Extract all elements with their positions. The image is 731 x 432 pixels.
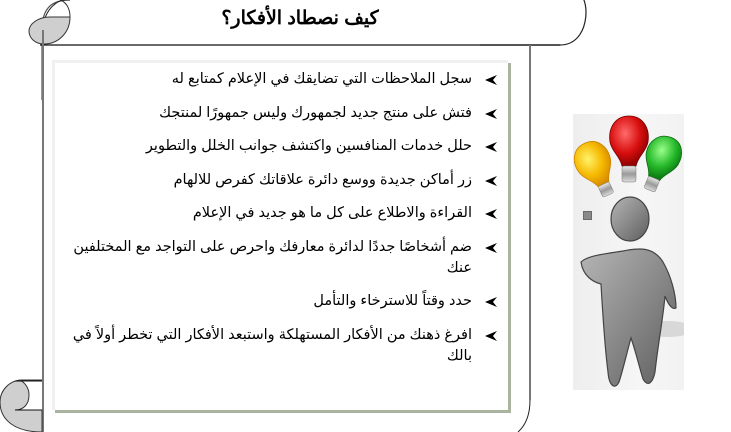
bullet-item [68,69,498,90]
bullet-text: ضم أشخاصًا جددًا لدائرة معارفك واحرص على التواجد مع المختلفين عنك [73,238,472,276]
idea-illustration [573,114,684,390]
bullet-text: فتش على منتج جديد لجمهورك وليس جمهورًا لمنتجك [159,104,472,121]
bullet-item [68,325,498,367]
bullet-list [68,69,498,379]
bullet-text: سجل الملاحظات التي تضايقك في الإعلام كمتابع له [171,71,472,87]
content-box [52,60,508,410]
red-bulb-icon [610,116,649,182]
arrow-bullet-icon [484,108,498,120]
arrow-bullet-icon [484,296,498,308]
scroll-curl-bottom [0,380,42,432]
bullet-item [68,203,498,224]
small-square-marker [583,211,592,220]
person-head-icon [611,197,649,241]
arrow-bullet-icon [484,175,498,187]
scroll-curl-top [29,17,70,44]
arrow-bullet-icon [484,74,498,86]
person-body-icon [581,249,676,386]
bullet-text: حدد وقتاً للاسترخاء والتأمل [313,293,472,309]
person-lightbulbs-image [573,114,684,390]
arrow-bullet-icon [484,242,498,254]
bullet-item [68,237,498,279]
slide-title: كيف نصطاد الأفكار؟ [221,8,379,29]
bullet-item [68,136,498,157]
bullet-text: افرغ ذهنك من الأفكار المستهلكة واستبعد الأفكار التي تخطر أولاً في بالك [72,326,472,364]
bullet-item [68,291,498,312]
arrow-bullet-icon [484,330,498,342]
bullet-item [68,103,498,124]
arrow-bullet-icon [484,208,498,220]
bullet-text: حلل خدمات المنافسين واكتشف جوانب الخلل والتطوير [145,138,472,154]
bullet-text: زر أماكن جديدة ووسع دائرة علاقاتك كفرص للالهام [173,171,472,188]
arrow-bullet-icon [484,141,498,153]
bullet-text: القراءة والاطلاع على كل ما هو جديد في الإعلام [192,205,472,221]
bullet-item [68,170,498,191]
scroll-bottom-right-curl [518,400,530,432]
